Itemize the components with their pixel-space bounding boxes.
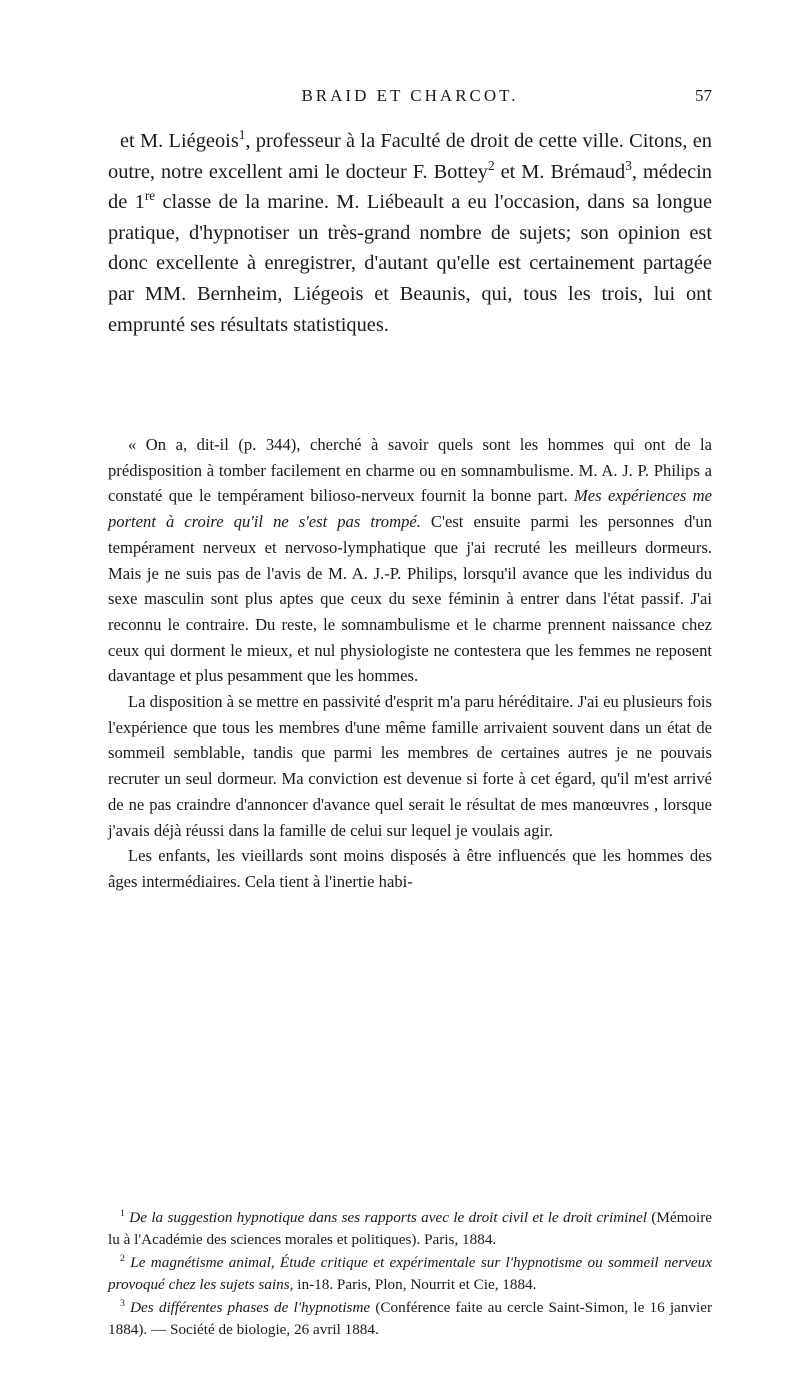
footnote-ref-2: 2 <box>487 157 495 173</box>
intro-text: , médecin de 1 <box>108 160 713 214</box>
quote-text: C'est ensuite parmi les personnes d'un tempérament nerveux et nervoso-lymphatique que j'ai recruté les meilleurs dormeurs. Mais je ne suis pas de l'avis de M. A. J.-P. Philips, lorsqu'il avance que les individus du sexe masculin sont plus aptes que ceux du sexe féminin à entrer dans l'état passif. J'ai reconnu le contraire. Du reste, le somnambulisme et le charme prennent naissance chez ceux qui dorment le mieux, et nul physiologiste ne contestera que les femmes ne reposent davantage et plus pesamment que les hommes. <box>108 512 712 686</box>
quote-paragraph-1 <box>108 432 712 689</box>
intro-text: et M. Brémaud <box>494 160 626 183</box>
footnote-number: 3 <box>120 1297 125 1309</box>
footnote-title: De la suggestion hypnotique dans ses rapports avec le droit civil et le droit criminel <box>129 1209 647 1226</box>
ordinal-superscript: re <box>144 188 156 204</box>
intro-text: , professeur à la Faculté de droit de cette ville. Citons, en outre, notre excellent ami le docteur F. Bottey <box>108 130 712 183</box>
footnote-3 <box>108 1297 712 1342</box>
quote-text: « On a, dit-il (p. 344), cherché à savoir quels sont les hommes qui ont de la prédisposition à tomber facilement en charme ou en somnambulisme. M. A. J. P. Philips a constaté que le tempérament bilioso-nerveux fournit la bonne part. <box>108 435 712 506</box>
quoted-passage <box>108 432 712 895</box>
footnote-text: in-18. Paris, Plon, Nourrit et Cie, 1884. <box>293 1276 537 1294</box>
main-text <box>108 126 712 340</box>
footnote-ref-1: 1 <box>238 127 246 143</box>
footnote-text: (Mémoire lu à l'Académie des sciences morales et politiques). Paris, 1884. <box>108 1209 713 1249</box>
footnote-text: (Conférence faite au cercle Saint-Simon, le 16 janvier 1884). — Société de biologie, 26 avril 1884. <box>108 1298 713 1339</box>
footnote-2 <box>108 1252 712 1297</box>
running-head: BRAID ET CHARCOT. <box>301 86 519 105</box>
footnotes <box>108 1207 712 1341</box>
quote-paragraph-3: Les enfants, les vieillards sont moins disposés à être influencés que les hommes des âges intermédiaires. Cela tient à l'inertie habi- <box>108 846 712 891</box>
intro-text: classe de la marine. M. Liébeault a eu l'occasion, dans sa longue pratique, d'hypnotiser un très-grand nombre de sujets; son opinion est donc excellente à enregistrer, d'autant qu'elle est certainement partagée par MM. Bernheim, Liégeois et Beaunis, qui, tous les trois, lui ont emprunté ses résultats statistiques. <box>108 191 712 336</box>
footnote-title: Le magnétisme animal, Étude critique et expérimentale sur l'hypnotisme ou sommeil nerveux provoqué chez les sujets sains, <box>108 1253 713 1294</box>
intro-text: et M. Liégeois <box>120 130 239 152</box>
footnote-number: 1 <box>120 1207 125 1219</box>
quote-italic-text: Mes expériences me portent à croire qu'il ne s'est pas trompé. <box>108 486 712 532</box>
page-header <box>108 86 712 110</box>
footnote-title: Des différentes phases de l'hypnotisme <box>130 1298 371 1316</box>
footnote-1 <box>108 1207 712 1252</box>
quote-paragraph-2: La disposition à se mettre en passivité d'esprit m'a paru héréditaire. J'ai eu plusieurs fois l'expérience que tous les membres d'une même famille arrivaient souvent dans un état de sommeil semblable, tandis que parmi les membres de certaines autres je ne pouvais recruter un seul dormeur. Ma conviction est devenue si forte à cet égard, qu'il m'est arrivé de ne pas craindre d'annoncer d'avance quel serait le résultat de mes manœuvres , lorsque j'avais déjà réussi dans la famille de celui sur lequel je voulais agir. <box>108 692 712 840</box>
page-number: 57 <box>695 86 712 105</box>
footnote-ref-3: 3 <box>625 157 632 173</box>
footnote-number: 2 <box>120 1252 125 1264</box>
intro-paragraph <box>108 126 712 340</box>
